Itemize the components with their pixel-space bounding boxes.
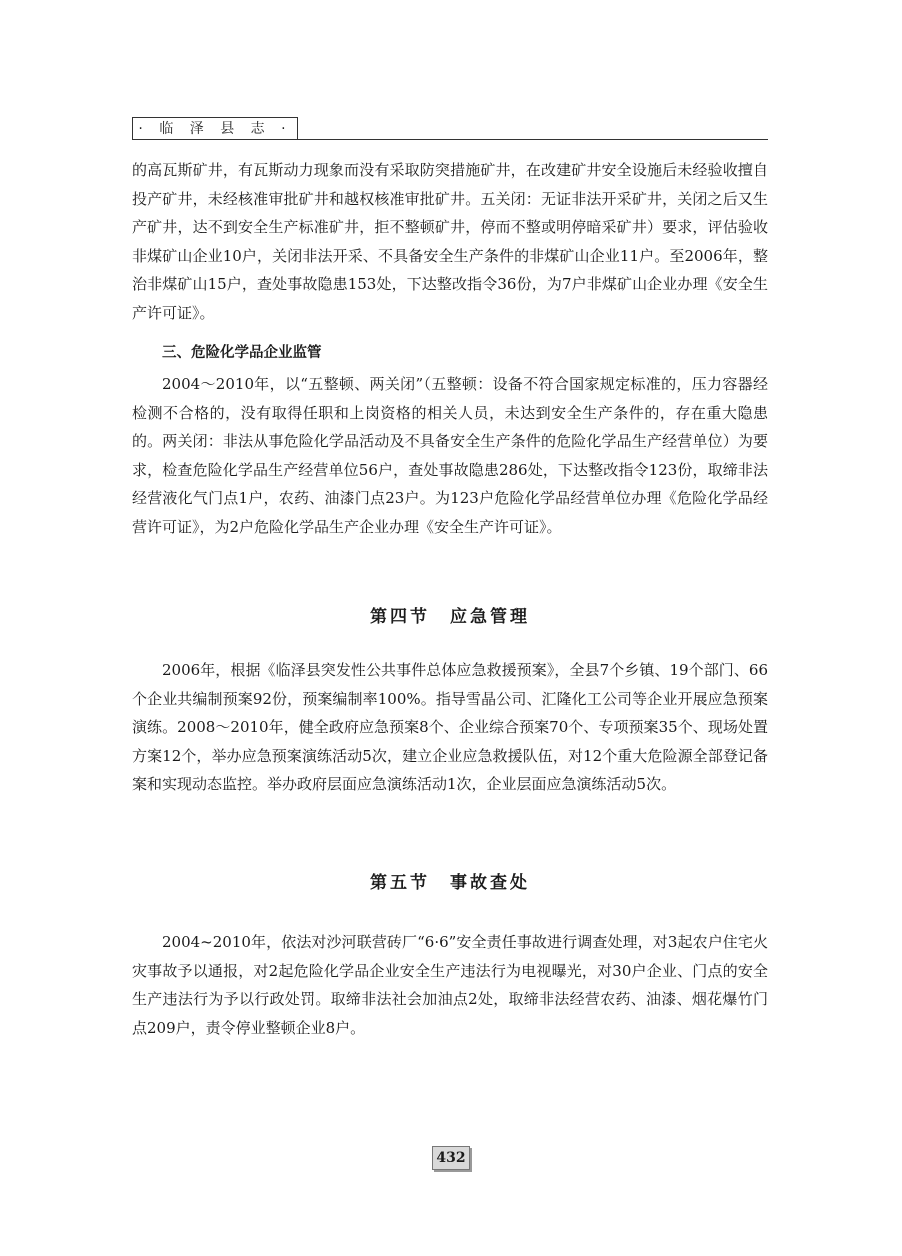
section-title-emergency-management: 第四节 应急管理 — [370, 607, 530, 627]
emergency-management-paragraph: 2006年，根据《临泽县突发性公共事件总体应急救援预案》，全县7个乡镇、19个部门、66个企业共编制预案92份，预案编制率100%。指导雪晶公司、汇隆化工公司等企业开展应急预案演练。2008～2010年，健全政府应急预案8个、企业综合预案70个、专项预案35个、现场处置方案12个，举办应急预案演练活动5次，建立企业应急救援队伍，对12个重大危险源全部登记备案和实现动态监控。举办政府层面应急演练活动1次，企业层面应急演练活动5次。 — [132, 661, 768, 794]
section-title-accident-investigation: 第五节 事故查处 — [370, 873, 530, 893]
page-number: 432 — [432, 1146, 470, 1170]
header-rule — [132, 139, 768, 140]
running-header — [132, 117, 768, 141]
continued-paragraph: 的高瓦斯矿井，有瓦斯动力现象而没有采取防突措施矿井，在改建矿井安全设施后未经验收擅自投产矿井，未经核准审批矿井和越权核准审批矿井。五关闭：无证非法开采矿井，关闭之后又生产矿井，达不到安全生产标准矿井，拒不整顿矿井，停而不整或明停暗采矿井）要求，评估验收非煤矿山企业10户，关闭非法开采、不具备安全生产条件的非煤矿山企业11户。至2006年，整治非煤矿山15户，查处事故隐患153处，下达整改指令36份，为7户非煤矿山企业办理《安全生产许可证》。 — [132, 161, 768, 322]
accident-investigation-paragraph: 2004~2010年，依法对沙河联营砖厂“6·6”安全责任事故进行调查处理，对3起农户住宅火灾事故予以通报，对2起危险化学品企业安全生产违法行为电视曝光，对30户企业、门点的安全生产违法行为予以行政处罚。取缔非法社会加油点2处，取缔非法经营农药、油漆、烟花爆竹门点209户，责令停业整顿企业8户。 — [132, 933, 768, 1037]
subheading-hazardous-chemicals: 三、危险化学品企业监管 — [162, 345, 322, 361]
hazardous-chemicals-paragraph: 2004～2010年，以“五整顿、两关闭”（五整顿：设备不符合国家规定标准的，压力容器经检测不合格的，没有取得任职和上岗资格的相关人员，未达到安全生产条件的，存在重大隐患的。两关闭：非法从事危险化学品活动及不具备安全生产条件的危险化学品生产经营单位）为要求，检查危险化学品生产经营单位56户，查处事故隐患286处，下达整改指令123份，取缔非法经营液化气门点1户，农药、油漆门点23户。为123户危险化学品经营单位办理《危险化学品经营许可证》，为2户危险化学品生产企业办理《安全生产许可证》。 — [132, 375, 768, 536]
book-title-tab: · 临 泽 县 志 · — [132, 117, 298, 140]
